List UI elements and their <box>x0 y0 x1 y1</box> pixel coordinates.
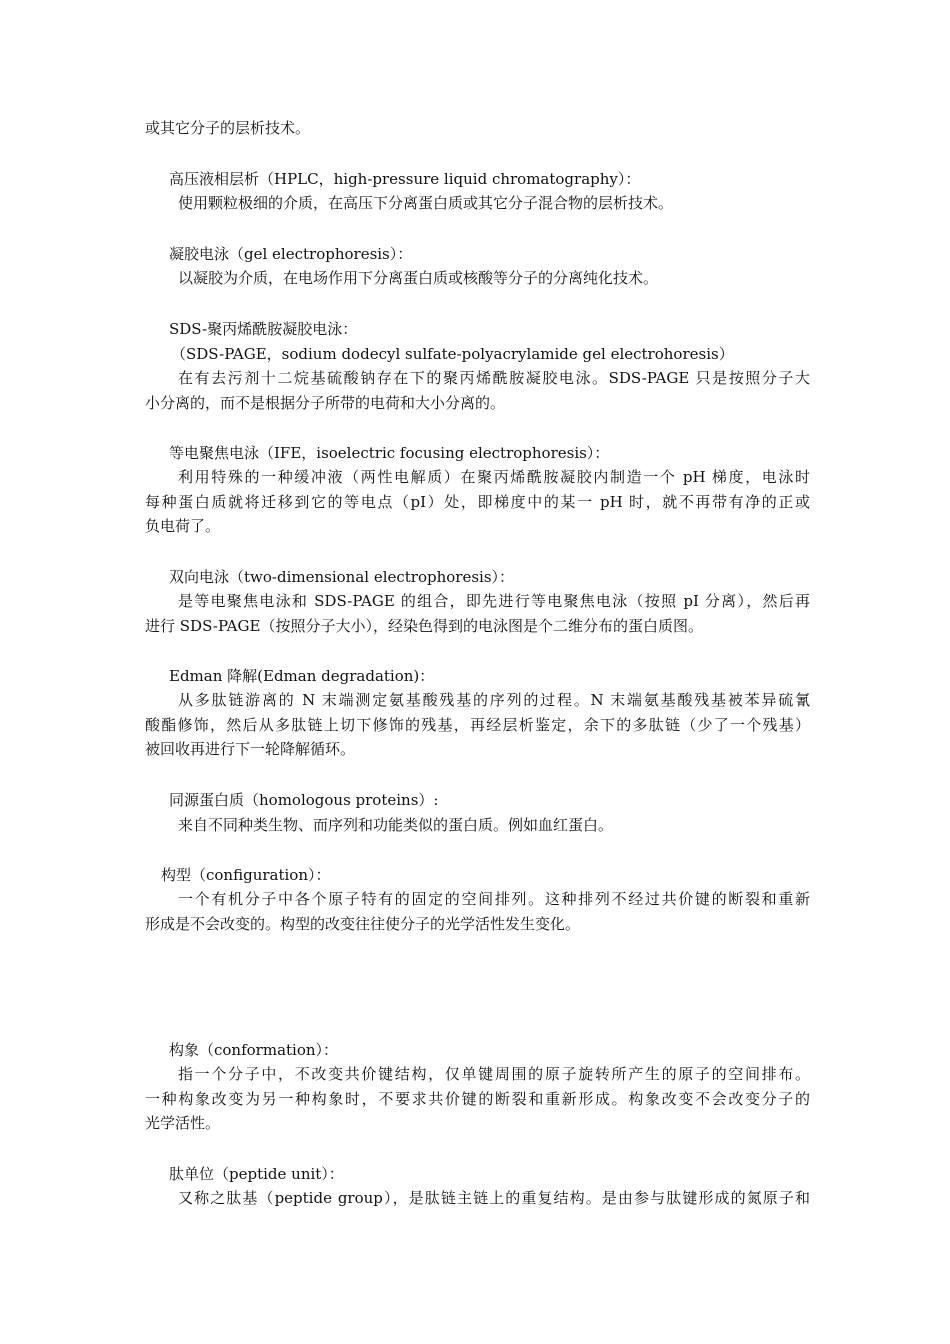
text-line: 光学活性。 <box>145 1114 221 1132</box>
term-heading-hplc: 高压液相层析（HPLC，high-pressure liquid chromatography）： <box>169 170 641 188</box>
text-line: 来自不同种类生物、而序列和功能类似的蛋白质。例如血红蛋白。 <box>178 816 614 834</box>
text-line: 被回收再进行下一轮降解循环。 <box>145 740 356 758</box>
term-heading-sds-page: SDS-聚丙烯酰胺凝胶电泳： <box>169 320 358 338</box>
term-heading-conformation: 构象（conformation）： <box>169 1041 339 1059</box>
text-line: 或其它分子的层析技术。 <box>145 119 311 137</box>
text-line: 一个有机分子中各个原子特有的固定的空间排列。这种排列不经过共价键的断裂和重新 <box>178 890 810 908</box>
term-heading-peptide-unit: 肽单位（peptide unit）： <box>169 1165 344 1183</box>
term-heading-gel-electrophoresis: 凝胶电泳（gel electrophoresis）： <box>169 245 413 263</box>
text-line: 一种构象改变为另一种构象时，不要求共价键的断裂和重新形成。构象改变不会改变分子的 <box>145 1090 810 1108</box>
term-heading-configuration: 构型（configuration）： <box>161 866 331 884</box>
text-line: 负电荷了。 <box>145 517 221 535</box>
text-line: 以凝胶为介质，在电场作用下分离蛋白质或核酸等分子的分离纯化技术。 <box>178 269 659 287</box>
text-line: 是等电聚焦电泳和 SDS-PAGE 的组合，即先进行等电聚焦电泳（按照 pI 分离），然后再 <box>178 592 810 610</box>
term-heading-edman-degradation: Edman 降解(Edman degradation)： <box>169 667 435 685</box>
text-line: 在有去污剂十二烷基硫酸钠存在下的聚丙烯酰胺凝胶电泳。SDS-PAGE 只是按照分子大 <box>178 369 810 387</box>
text-line: 从多肽链游离的 N 末端测定氨基酸残基的序列的过程。N 末端氨基酸残基被苯异硫氰 <box>178 691 810 709</box>
text-line: 形成是不会改变的。构型的改变往往使分子的光学活性发生变化。 <box>145 915 581 933</box>
term-heading-homologous-proteins: 同源蛋白质（homologous proteins）: <box>169 791 439 809</box>
term-heading-ife: 等电聚焦电泳（IFE，isoelectric focusing electrophoresis）： <box>169 444 610 462</box>
text-line: 酸酯修饰，然后从多肽链上切下修饰的残基，再经层析鉴定，余下的多肽链（少了一个残基） <box>145 716 810 734</box>
text-line: （SDS-PAGE，sodium dodecyl sulfate-polyacrylamide gel electrohoresis） <box>171 345 734 363</box>
text-line: 每种蛋白质就将迁移到它的等电点（pI）处，即梯度中的某一 pH 时，就不再带有净的正或 <box>145 493 810 511</box>
term-heading-two-dimensional-electrophoresis: 双向电泳（two-dimensional electrophoresis）： <box>169 568 515 586</box>
text-line: 小分离的，而不是根据分子所带的电荷和大小分离的。 <box>145 394 506 412</box>
text-line: 指一个分子中，不改变共价键结构，仅单键周围的原子旋转所产生的原子的空间排布。 <box>178 1065 810 1083</box>
text-line: 又称之肽基（peptide group），是肽链主链上的重复结构。是由参与肽键形成的氮原子和 <box>178 1189 810 1207</box>
text-line: 使用颗粒极细的介质，在高压下分离蛋白质或其它分子混合物的层析技术。 <box>178 194 674 212</box>
text-line: 利用特殊的一种缓冲液（两性电解质）在聚丙烯酰胺凝胶内制造一个 pH 梯度，电泳时 <box>178 468 810 486</box>
text-line: 进行 SDS-PAGE（按照分子大小），经染色得到的电泳图是个二维分布的蛋白质图。 <box>145 617 703 635</box>
